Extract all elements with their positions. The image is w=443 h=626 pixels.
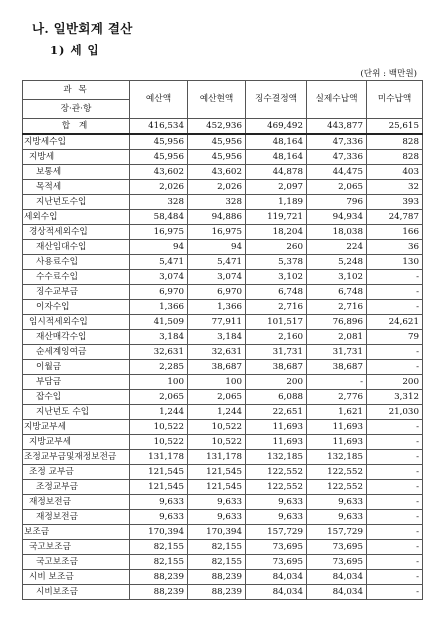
cell-received: 9,633 xyxy=(307,510,367,525)
cell-received: 3,102 xyxy=(307,270,367,285)
cell-assessed: 6,088 xyxy=(246,390,307,405)
cell-budget: 3,074 xyxy=(130,270,188,285)
cell-budget: 32,631 xyxy=(130,345,188,360)
cell-current-budget: 10,522 xyxy=(188,435,246,450)
cell-budget: 88,239 xyxy=(130,570,188,585)
row-item-name: 지난년도 수입 xyxy=(23,405,130,420)
cell-current-budget: 2,026 xyxy=(188,180,246,195)
cell-uncollected: 403 xyxy=(367,165,423,180)
cell-uncollected: - xyxy=(367,450,423,465)
header-item-name xyxy=(23,81,130,119)
cell-received: 2,776 xyxy=(307,390,367,405)
cell-budget: 82,155 xyxy=(130,540,188,555)
table-row xyxy=(23,525,423,540)
row-item-name: 지방교부세 xyxy=(23,435,130,450)
row-item-name: 조정교부금및재정보전금 xyxy=(23,450,130,465)
subsection-heading: 1) 세 입 xyxy=(50,43,100,57)
cell-assessed: 22,651 xyxy=(246,405,307,420)
table-row xyxy=(23,270,423,285)
unit-label: (단위 : 백만원) xyxy=(360,69,417,79)
cell-uncollected: - xyxy=(367,570,423,585)
cell-current-budget: 88,239 xyxy=(188,570,246,585)
row-item-name: 경상적세외수입 xyxy=(23,225,130,240)
table-row xyxy=(23,420,423,435)
cell-budget: 3,184 xyxy=(130,330,188,345)
cell-budget: 10,522 xyxy=(130,435,188,450)
cell-current-budget: 45,956 xyxy=(188,150,246,165)
cell-current-budget: 3,184 xyxy=(188,330,246,345)
row-item-name: 이자수입 xyxy=(23,300,130,315)
cell-received: 76,896 xyxy=(307,315,367,330)
cell-uncollected: - xyxy=(367,465,423,480)
cell-assessed: 84,034 xyxy=(246,585,307,600)
cell-uncollected: 3,312 xyxy=(367,390,423,405)
row-item-name: 시비 보조금 xyxy=(23,570,130,585)
cell-received: 47,336 xyxy=(307,134,367,150)
cell-assessed: 469,492 xyxy=(246,119,307,135)
cell-budget: 9,633 xyxy=(130,510,188,525)
table-row xyxy=(23,240,423,255)
table-row xyxy=(23,495,423,510)
row-item-name: 합 계 xyxy=(23,119,130,135)
cell-assessed: 73,695 xyxy=(246,540,307,555)
cell-received: 1,621 xyxy=(307,405,367,420)
cell-assessed: 5,378 xyxy=(246,255,307,270)
row-item-name: 조정 교부금 xyxy=(23,465,130,480)
cell-current-budget: 1,366 xyxy=(188,300,246,315)
cell-assessed: 101,517 xyxy=(246,315,307,330)
cell-current-budget: 82,155 xyxy=(188,540,246,555)
row-item-name: 재산임대수입 xyxy=(23,240,130,255)
cell-received: 11,693 xyxy=(307,420,367,435)
cell-assessed: 38,687 xyxy=(246,360,307,375)
table-header-row xyxy=(23,81,423,119)
cell-received: 224 xyxy=(307,240,367,255)
row-item-name: 재산매각수입 xyxy=(23,330,130,345)
cell-received: 84,034 xyxy=(307,585,367,600)
cell-assessed: 200 xyxy=(246,375,307,390)
table-row xyxy=(23,570,423,585)
row-item-name: 지방세수입 xyxy=(23,134,130,150)
cell-assessed: 18,204 xyxy=(246,225,307,240)
table-row xyxy=(23,119,423,135)
cell-received: 6,748 xyxy=(307,285,367,300)
row-item-name: 이월금 xyxy=(23,360,130,375)
cell-received: 2,716 xyxy=(307,300,367,315)
cell-received: 47,336 xyxy=(307,150,367,165)
cell-current-budget: 121,545 xyxy=(188,465,246,480)
cell-assessed: 11,693 xyxy=(246,435,307,450)
cell-received: 38,687 xyxy=(307,360,367,375)
cell-uncollected: 828 xyxy=(367,150,423,165)
cell-received: 94,934 xyxy=(307,210,367,225)
table-row xyxy=(23,345,423,360)
table-row xyxy=(23,285,423,300)
cell-received: 73,695 xyxy=(307,540,367,555)
row-item-name: 순세계잉여금 xyxy=(23,345,130,360)
header-uncollected: 미수납액 xyxy=(367,81,423,119)
header-current-budget: 예산현액 xyxy=(188,81,246,119)
cell-current-budget: 16,975 xyxy=(188,225,246,240)
cell-received: 122,552 xyxy=(307,465,367,480)
row-item-name: 보조금 xyxy=(23,525,130,540)
cell-assessed: 119,721 xyxy=(246,210,307,225)
cell-assessed: 2,160 xyxy=(246,330,307,345)
row-item-name: 임시적세외수입 xyxy=(23,315,130,330)
cell-received: 73,695 xyxy=(307,555,367,570)
row-item-name: 보통세 xyxy=(23,165,130,180)
cell-budget: 1,366 xyxy=(130,300,188,315)
cell-current-budget: 121,545 xyxy=(188,480,246,495)
section-heading: 나. 일반회계 결산 xyxy=(32,21,133,36)
cell-received: 11,693 xyxy=(307,435,367,450)
table-row xyxy=(23,255,423,270)
cell-received: 84,034 xyxy=(307,570,367,585)
cell-uncollected: 24,787 xyxy=(367,210,423,225)
revenue-table xyxy=(22,80,423,600)
cell-assessed: 9,633 xyxy=(246,495,307,510)
cell-assessed: 2,716 xyxy=(246,300,307,315)
header-received: 실제수납액 xyxy=(307,81,367,119)
row-item-name: 부담금 xyxy=(23,375,130,390)
row-item-name: 지난년도수입 xyxy=(23,195,130,210)
cell-budget: 2,065 xyxy=(130,390,188,405)
cell-uncollected: 393 xyxy=(367,195,423,210)
cell-uncollected: - xyxy=(367,285,423,300)
row-item-name: 재정보전금 xyxy=(23,510,130,525)
table-row xyxy=(23,450,423,465)
cell-assessed: 3,102 xyxy=(246,270,307,285)
table-row xyxy=(23,330,423,345)
table-row xyxy=(23,315,423,330)
cell-received: 443,877 xyxy=(307,119,367,135)
table-row xyxy=(23,360,423,375)
row-item-name: 잡수입 xyxy=(23,390,130,405)
cell-current-budget: 2,065 xyxy=(188,390,246,405)
cell-uncollected: 24,621 xyxy=(367,315,423,330)
row-item-name: 국고보조금 xyxy=(23,555,130,570)
cell-budget: 416,534 xyxy=(130,119,188,135)
cell-received: 9,633 xyxy=(307,495,367,510)
cell-assessed: 73,695 xyxy=(246,555,307,570)
cell-budget: 121,545 xyxy=(130,480,188,495)
row-item-name: 국고보조금 xyxy=(23,540,130,555)
cell-assessed: 122,552 xyxy=(246,465,307,480)
cell-assessed: 122,552 xyxy=(246,480,307,495)
table-row xyxy=(23,390,423,405)
cell-budget: 328 xyxy=(130,195,188,210)
cell-received: 44,475 xyxy=(307,165,367,180)
cell-uncollected: - xyxy=(367,345,423,360)
cell-uncollected: - xyxy=(367,525,423,540)
cell-uncollected: - xyxy=(367,510,423,525)
cell-received: 132,185 xyxy=(307,450,367,465)
cell-budget: 2,026 xyxy=(130,180,188,195)
cell-budget: 88,239 xyxy=(130,585,188,600)
cell-uncollected: - xyxy=(367,480,423,495)
cell-current-budget: 452,936 xyxy=(188,119,246,135)
cell-current-budget: 9,633 xyxy=(188,495,246,510)
cell-assessed: 2,097 xyxy=(246,180,307,195)
table-row xyxy=(23,510,423,525)
table-row xyxy=(23,585,423,600)
cell-assessed: 1,189 xyxy=(246,195,307,210)
cell-uncollected: - xyxy=(367,555,423,570)
cell-budget: 16,975 xyxy=(130,225,188,240)
row-item-name: 세외수입 xyxy=(23,210,130,225)
cell-budget: 9,633 xyxy=(130,495,188,510)
cell-current-budget: 100 xyxy=(188,375,246,390)
cell-budget: 41,509 xyxy=(130,315,188,330)
table-row xyxy=(23,465,423,480)
cell-assessed: 6,748 xyxy=(246,285,307,300)
header-name-top: 과 목 xyxy=(23,82,129,100)
cell-current-budget: 45,956 xyxy=(188,134,246,150)
row-item-name: 재정보전금 xyxy=(23,495,130,510)
table-row xyxy=(23,375,423,390)
cell-budget: 43,602 xyxy=(130,165,188,180)
cell-assessed: 157,729 xyxy=(246,525,307,540)
cell-assessed: 260 xyxy=(246,240,307,255)
cell-uncollected: - xyxy=(367,585,423,600)
header-budget: 예산액 xyxy=(130,81,188,119)
row-item-name: 사용료수입 xyxy=(23,255,130,270)
table-row xyxy=(23,300,423,315)
row-item-name: 목적세 xyxy=(23,180,130,195)
table-row xyxy=(23,180,423,195)
row-item-name: 시비보조금 xyxy=(23,585,130,600)
cell-received: 796 xyxy=(307,195,367,210)
cell-budget: 82,155 xyxy=(130,555,188,570)
cell-assessed: 84,034 xyxy=(246,570,307,585)
header-name-bottom: 장·관·항 xyxy=(60,103,92,114)
cell-uncollected: 32 xyxy=(367,180,423,195)
cell-received: 122,552 xyxy=(307,480,367,495)
cell-current-budget: 131,178 xyxy=(188,450,246,465)
cell-assessed: 9,633 xyxy=(246,510,307,525)
table-row xyxy=(23,225,423,240)
cell-uncollected: - xyxy=(367,300,423,315)
table-row xyxy=(23,134,423,150)
cell-uncollected: 200 xyxy=(367,375,423,390)
cell-budget: 131,178 xyxy=(130,450,188,465)
cell-assessed: 44,878 xyxy=(246,165,307,180)
table-row xyxy=(23,540,423,555)
cell-assessed: 132,185 xyxy=(246,450,307,465)
cell-received: 2,065 xyxy=(307,180,367,195)
row-item-name: 지방교부세 xyxy=(23,420,130,435)
table-row xyxy=(23,405,423,420)
cell-received: 18,038 xyxy=(307,225,367,240)
cell-current-budget: 88,239 xyxy=(188,585,246,600)
cell-current-budget: 82,155 xyxy=(188,555,246,570)
table-row xyxy=(23,480,423,495)
cell-current-budget: 9,633 xyxy=(188,510,246,525)
table-row xyxy=(23,195,423,210)
cell-budget: 121,545 xyxy=(130,465,188,480)
cell-current-budget: 6,970 xyxy=(188,285,246,300)
cell-received: 157,729 xyxy=(307,525,367,540)
cell-budget: 10,522 xyxy=(130,420,188,435)
cell-assessed: 48,164 xyxy=(246,134,307,150)
header-assessed: 징수결정액 xyxy=(246,81,307,119)
cell-uncollected: 130 xyxy=(367,255,423,270)
cell-uncollected: 25,615 xyxy=(367,119,423,135)
cell-budget: 2,285 xyxy=(130,360,188,375)
cell-current-budget: 170,394 xyxy=(188,525,246,540)
cell-received: 2,081 xyxy=(307,330,367,345)
cell-budget: 94 xyxy=(130,240,188,255)
table-row xyxy=(23,165,423,180)
cell-current-budget: 94,886 xyxy=(188,210,246,225)
row-item-name: 징수교부금 xyxy=(23,285,130,300)
cell-uncollected: 166 xyxy=(367,225,423,240)
table-body xyxy=(23,119,423,600)
cell-current-budget: 1,244 xyxy=(188,405,246,420)
cell-budget: 5,471 xyxy=(130,255,188,270)
cell-received: 5,248 xyxy=(307,255,367,270)
row-item-name: 지방세 xyxy=(23,150,130,165)
cell-uncollected: 36 xyxy=(367,240,423,255)
cell-current-budget: 32,631 xyxy=(188,345,246,360)
cell-received: 31,731 xyxy=(307,345,367,360)
cell-budget: 58,484 xyxy=(130,210,188,225)
cell-uncollected: 79 xyxy=(367,330,423,345)
cell-current-budget: 77,911 xyxy=(188,315,246,330)
cell-current-budget: 38,687 xyxy=(188,360,246,375)
cell-assessed: 48,164 xyxy=(246,150,307,165)
cell-current-budget: 94 xyxy=(188,240,246,255)
cell-current-budget: 328 xyxy=(188,195,246,210)
cell-budget: 170,394 xyxy=(130,525,188,540)
row-item-name: 조정교부금 xyxy=(23,480,130,495)
cell-assessed: 11,693 xyxy=(246,420,307,435)
cell-assessed: 31,731 xyxy=(246,345,307,360)
row-item-name: 수수료수입 xyxy=(23,270,130,285)
cell-current-budget: 43,602 xyxy=(188,165,246,180)
cell-received: - xyxy=(307,375,367,390)
cell-uncollected: - xyxy=(367,360,423,375)
cell-current-budget: 5,471 xyxy=(188,255,246,270)
cell-uncollected: - xyxy=(367,540,423,555)
table-row xyxy=(23,150,423,165)
cell-budget: 45,956 xyxy=(130,134,188,150)
cell-budget: 100 xyxy=(130,375,188,390)
cell-budget: 45,956 xyxy=(130,150,188,165)
cell-budget: 6,970 xyxy=(130,285,188,300)
cell-current-budget: 10,522 xyxy=(188,420,246,435)
cell-uncollected: 828 xyxy=(367,134,423,150)
cell-uncollected: - xyxy=(367,420,423,435)
table-row xyxy=(23,210,423,225)
cell-current-budget: 3,074 xyxy=(188,270,246,285)
cell-budget: 1,244 xyxy=(130,405,188,420)
cell-uncollected: 21,030 xyxy=(367,405,423,420)
table-row xyxy=(23,435,423,450)
cell-uncollected: - xyxy=(367,495,423,510)
cell-uncollected: - xyxy=(367,435,423,450)
cell-uncollected: - xyxy=(367,270,423,285)
table-row xyxy=(23,555,423,570)
